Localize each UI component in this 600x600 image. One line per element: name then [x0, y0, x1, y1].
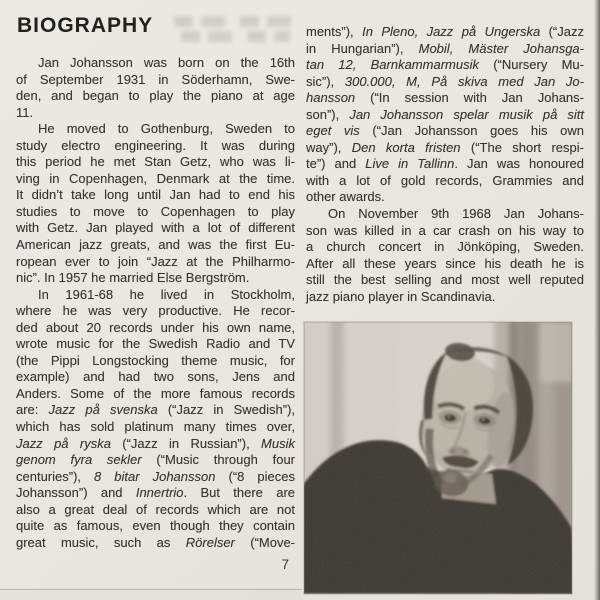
- scan-edge-strip-bottom: [0, 590, 302, 600]
- text-line: It didn’t take long until Jan had to end his: [16, 187, 295, 203]
- text-line: nic”. In 1957 he married Else Bergström.: [16, 270, 250, 286]
- text-line: tan 12, Barnkammarmusik (“Nursery Mu-: [306, 57, 584, 73]
- text-line: other awards.: [306, 189, 385, 205]
- text-line: Johansson”) and Innertrio. But there are: [16, 485, 295, 501]
- text-line: with Getz. Jan played with a lot of different: [16, 220, 295, 236]
- text-line: in Hungarian”), Mobil, Mäster Johansga-: [306, 40, 584, 56]
- scan-edge-shadow-right: [594, 0, 600, 600]
- text-line: ments”), In Pleno, Jazz på Ungerska (“Jazz: [306, 24, 584, 39]
- text-line: a church concert in Jönköping, Sweden.: [306, 239, 584, 255]
- text-line: great music, such as Rörelser (“Move-: [16, 534, 296, 550]
- text-line: (the Pippi Longstocking theme music, for: [16, 352, 295, 368]
- text-line: are: Jazz på svenska (“Jazz in Swedish”),: [16, 402, 296, 418]
- text-line: He moved to Gothenburg, Sweden to: [38, 121, 295, 137]
- text-line: wrote music for the Swedish Radio and TV: [16, 336, 295, 352]
- text-line: example) and had two sons, Jens and: [16, 369, 295, 385]
- text-line: In 1961-68 he lived in Stockholm,: [38, 286, 295, 302]
- text-line: 11.: [16, 104, 34, 120]
- text-line: quite as famous, even though they contain: [16, 518, 295, 534]
- text-line: way”), Den korta fristen (“The short respi-: [306, 139, 584, 155]
- text-line: On November 9th 1968 Jan Johans-: [328, 206, 584, 222]
- text-line: where he was very productive. He recor-: [16, 303, 295, 319]
- text-line: eget vis (“Jan Johansson goes his own: [306, 123, 584, 139]
- bleed-through-artifact: [174, 31, 290, 42]
- left-column: [16, 55, 295, 551]
- text-line: still the best selling and most well reputed: [306, 272, 584, 288]
- text-line: ropean ever to join “Jazz at the Philharmo-: [16, 253, 295, 269]
- text-line: Anders. Some of the more famous records: [16, 385, 295, 401]
- text-line: American jazz greats, and was the first Eu-: [16, 237, 295, 253]
- portrait-photo: [304, 322, 572, 594]
- right-column: [306, 24, 584, 305]
- text-line: Jazz på ryska (“Jazz in Russian”), Musik: [16, 435, 295, 451]
- text-line: ded about 20 records under his own name,: [16, 319, 295, 335]
- text-line: sic”), 300.000, M, På skiva med Jan Jo-: [306, 73, 584, 89]
- text-line: study electro engineering. It was during: [16, 137, 295, 153]
- text-line: centuries”), 8 bitar Johansson (“8 pieces: [16, 468, 295, 484]
- page-number: 7: [281, 557, 289, 572]
- jan-johansson-portrait-illustration: [304, 322, 572, 594]
- text-line: also a great deal of records which are not: [16, 501, 295, 517]
- text-line: with a lot of gold records, Grammies and: [306, 172, 584, 188]
- text-line: of September 1931 in Söderhamn, Swe-: [16, 71, 295, 87]
- text-line: den, and began to play the piano at age: [16, 88, 295, 104]
- text-line: hansson (“In session with Jan Johans-: [306, 90, 584, 106]
- text-line: which has sold platinum many times over,: [16, 419, 295, 435]
- text-line: After all these years since his death he is: [306, 255, 584, 271]
- text-line: jazz piano player in Scandinavia.: [306, 288, 496, 304]
- text-line: ving in Copenhagen, Denmark at the time.: [16, 170, 295, 186]
- text-line: this period he met Stan Getz, who was li-: [16, 154, 295, 170]
- text-line: son”), Jan Johansson spelar musik på sitt: [306, 106, 585, 122]
- text-line: studies to move to Copenhagen to play: [16, 203, 295, 219]
- text-line: son was killed in a car crash on his way to: [306, 222, 584, 238]
- bleed-through-artifact: [167, 16, 295, 27]
- text-line: te”) and Live in Tallinn. Jan was honoured: [306, 156, 584, 172]
- text-line: genom fyra sekler (“Music through four: [16, 452, 295, 468]
- text-line: Jan Johansson was born on the 16th: [38, 55, 295, 70]
- page-title: BIOGRAPHY: [17, 14, 154, 37]
